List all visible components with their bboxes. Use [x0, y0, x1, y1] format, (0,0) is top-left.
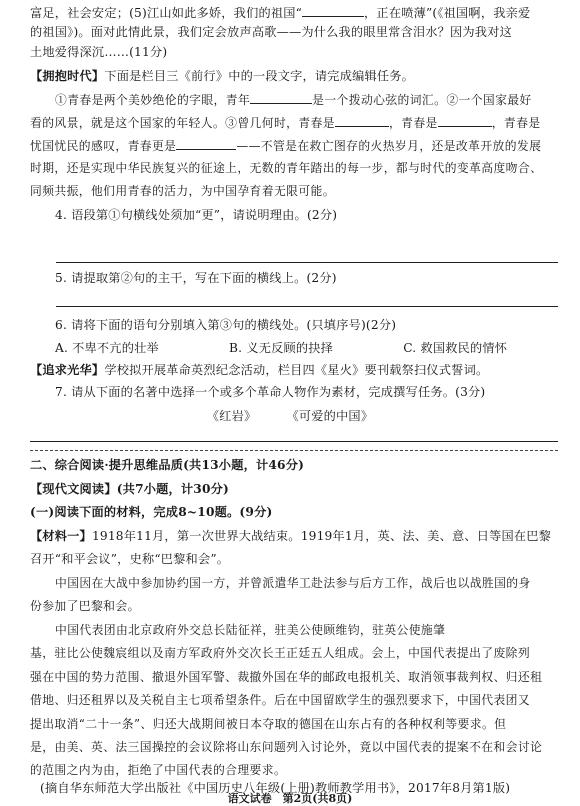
- book-list: [0, 408, 580, 424]
- text-span: ①青春是两个美妙绝伦的字眼，青年: [55, 93, 251, 107]
- text-span: ，正在喷薄”(《祖国啊，我亲爱: [364, 6, 531, 20]
- question-6-options: [55, 340, 558, 356]
- text-span: ——不管是在救亡图存的火热岁月，还是改革开放的发展: [236, 139, 542, 153]
- option-c: C. 救国救民的情怀: [403, 341, 508, 355]
- text-span: 1918年11月，第一次世界大战结束。1919年1月，英、法、美、意、日等国在巴黎: [91, 529, 552, 543]
- answer-blank[interactable]: [302, 4, 364, 17]
- material-line: 借地、归还租界以及关税自主七项希望条件。后在中国留欧学生的强烈要求下，中国代表团又: [30, 693, 531, 707]
- question-4: 4. 语段第①句横线处须加“更”，请说明理由。(2分): [55, 208, 338, 222]
- text-span: 看的风景，就是这个国家的年轻人。③曾几何时，青春是: [30, 116, 335, 130]
- material-line: 强在中国的势力范围、撤退外国军警、裁撤外国在华的邮政电报机关、取消领事裁判权、归还租: [30, 670, 543, 684]
- section-title: 二、综合阅读·提升思维品质(共13小题，计46分): [30, 458, 305, 472]
- answer-line[interactable]: [56, 262, 558, 263]
- option-b: B. 义无反顾的抉择: [229, 341, 334, 355]
- column-tag: 【拥抱时代】: [30, 69, 105, 83]
- passage-line: [30, 114, 558, 131]
- text-span: ，青春是: [491, 116, 541, 130]
- material-line: 中国因在大战中参加协约国一方，并曾派遣华工赴法参与后方工作，战后也以战胜国的身: [55, 576, 531, 590]
- text-span: 是一个拨动心弦的词汇。②一个国家最好: [312, 93, 532, 107]
- section-heading-line: [30, 68, 558, 84]
- option-a: A. 不卑不亢的壮举: [55, 341, 159, 355]
- section-heading-line: [30, 362, 558, 378]
- text-span: ，青春是: [388, 116, 438, 130]
- material-tag: 【材料一】: [30, 529, 92, 543]
- material-line: [30, 528, 558, 544]
- passage-line: [30, 137, 558, 154]
- material-line: 基，驻比公使魏宸组以及南方军政府外交次长王正廷五人组成。会上，中国代表提出了废除列: [30, 646, 531, 660]
- answer-line[interactable]: [56, 306, 558, 307]
- material-line: 中国代表团由北京政府外交总长陆征祥，驻美公使顾维钧，驻英公使施肇: [55, 623, 446, 637]
- book-title: 《红岩》: [206, 409, 257, 423]
- subsection-title: 【现代文阅读】(共7小题，计30分): [30, 482, 230, 496]
- answer-blank[interactable]: [438, 114, 492, 127]
- book-title: 《可爱的中国》: [286, 409, 374, 423]
- answer-line[interactable]: [30, 441, 558, 442]
- question-6: 6. 请将下面的语句分别填入第③句的横线处。(只填序号)(2分): [55, 318, 397, 332]
- text-span: 下面是栏目三《前行》中的一段文字，请完成编辑任务。: [104, 69, 415, 83]
- answer-blank[interactable]: [176, 137, 236, 150]
- text-span: 忧国忧民的感叹，青春更是: [30, 139, 177, 153]
- material-line: 提出取消“二十一条”、归还大战期间被日本夺取的德国在山东占有的各种权利等要求。但: [30, 717, 507, 731]
- passage-line: 时期，还是实现中华民族复兴的征途上，无数的青年踏出的每一步，都与时代的变革高度吻合、: [30, 161, 543, 175]
- passage-line: [55, 91, 558, 108]
- answer-blank[interactable]: [250, 91, 312, 104]
- text-span: 富足，社会安定；(5)江山如此多娇，我们的祖国“: [30, 6, 303, 20]
- material-line: 召开“和平会议”，史称“巴黎和会”。: [30, 552, 230, 566]
- passage-line: 同频共振，他们用青春的活力，为中国孕育着无限可能。: [30, 184, 335, 198]
- material-line: 份参加了巴黎和会。: [30, 599, 140, 613]
- text-line: [30, 4, 558, 21]
- column-tag: 【追求光华】: [30, 363, 105, 377]
- text-line: 土地爱得深沉……(11分): [30, 45, 168, 59]
- question-5: 5. 请提取第②句的主干，写在下面的横线上。(2分): [55, 271, 337, 285]
- source-citation: (摘自华东师范大学出版社《中国历史八年级(上册)教师教学用书》，2017年8月第1版): [40, 781, 511, 795]
- answer-blank[interactable]: [335, 114, 389, 127]
- material-line: 是，由美、英、法三国操控的会议除将山东问题列入讨论外，竟以中国代表的提案不在和会讨论: [30, 740, 543, 754]
- part-title: (一)阅读下面的材料，完成8~10题。(9分): [30, 505, 273, 519]
- page-footer: 语文试卷 第2页(共8页): [227, 792, 353, 805]
- question-7: 7. 请从下面的名著中选择一个或多个革命人物作为素材，完成撰写任务。(3分): [55, 385, 486, 399]
- material-line: 的范围之内为由，拒绝了中国代表的合理要求。: [30, 763, 287, 777]
- section-divider: [30, 450, 558, 451]
- text-span: 学校拟开展革命英烈纪念活动，栏目四《星火》要刊载祭扫仪式誓词。: [104, 363, 489, 377]
- text-line: 的祖国》)。面对此情此景，我们定会放声高歌——为什么我的眼里常含泪水？因为我对这: [30, 25, 512, 39]
